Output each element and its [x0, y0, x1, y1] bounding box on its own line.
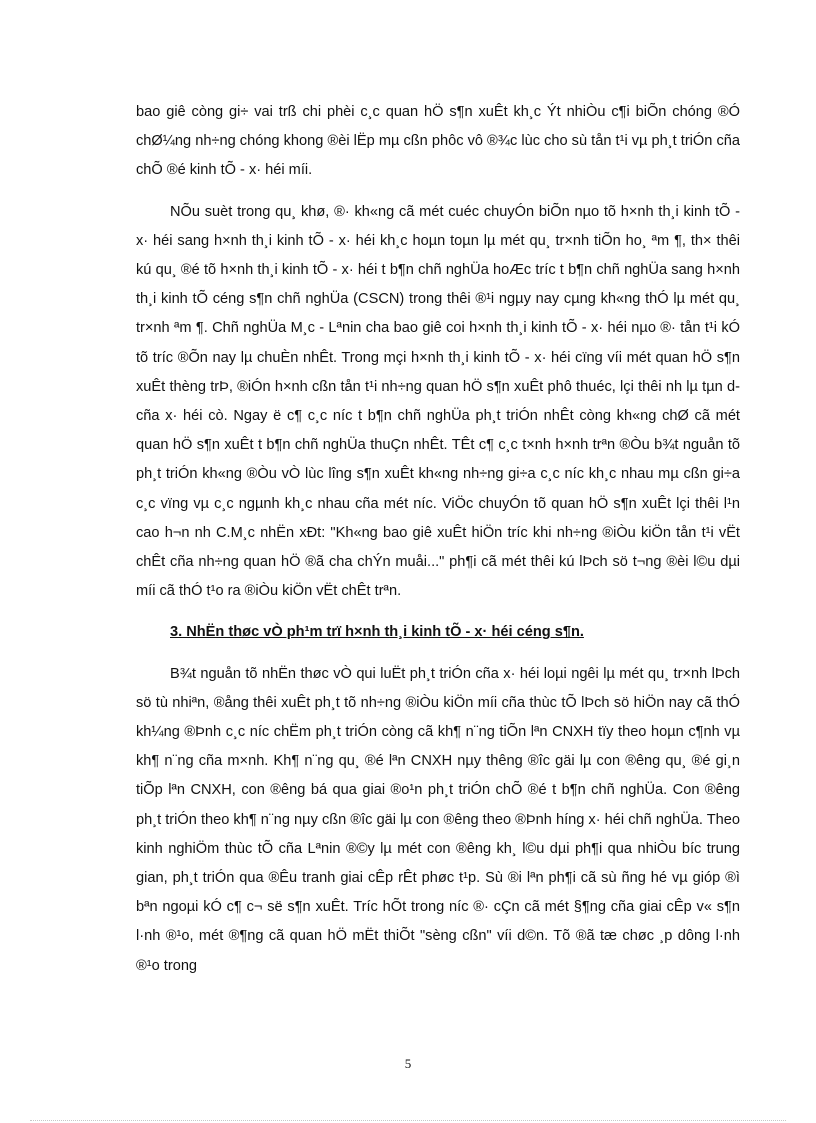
page-bottom-rule: [30, 1120, 786, 1121]
page-number: 5: [404, 1056, 412, 1071]
section-heading: 3. NhËn thøc vÒ ph¹m trï h×nh th¸i kinh tÕ - x· héi céng s¶n.: [170, 624, 584, 641]
document-body: [136, 98, 740, 981]
paragraph-3: B¾t nguån tõ nhËn thøc vÒ qui luËt ph¸t triÓn cña x· héi loµi ngêi lµ mét qu¸ tr×nh lÞch sö tù nhiªn, ®ång thêi xuÊt ph¸t tõ nh÷ng ®iÒu kiÖn míi cña thùc tÕ lÞch sö hiÖn nay cã thÓ kh¼ng ®Þnh c¸c níc chËm ph¸t triÓn còng cã kh¶ n¨ng tiÕn lªn CNXH tïy theo hoµn c¶nh vµ kh¶ n¨ng cña m×nh. Kh¶ n¨ng qu¸ ®é lªn CNXH nµy thêng ®îc gäi lµ con ®êng qu¸ ®é gi¸n tiÕp lªn CNXH, con ®êng bá qua giai ®o¹n ph¸t triÓn chÕ ®é t b¶n chñ nghÜa. Con ®êng ph¸t triÓn theo kh¶ n¨ng nµy cßn ®îc gäi lµ con ®êng theo ®Þnh híng x· héi chñ nghÜa. Theo kinh nghiÖm thùc tÕ cña Lªnin ®©y lµ mét con ®êng kh¸ l©u dµi ph¶i qua nhiÒu bíc trung gian, ph¸t triÓn qua ®Êu tranh giai cÊp rÊt phøc t¹p. Sù ®i lªn ph¶i cã sù ñng hé vµ gióp ®ì bªn ngoµi kÓ c¶ c¬ së s¶n xuÊt. Tríc hÕt trong níc ®· cÇn cã mét §¶ng cña giai cÊp v« s¶n l·nh ®¹o, mét ®¶ng cã quan hÖ mËt thiÕt "sèng cßn" víi d©n. Tõ ®ã tæ chøc ¸p dông l·nh ®¹o trong: [136, 665, 740, 974]
paragraph-2: NÕu suèt trong qu¸ khø, ®· kh«ng cã mét cuéc chuyÓn biÕn nµo tõ h×nh th¸i kinh tÕ - x· héi sang h×nh th¸i kinh tÕ - x· héi kh¸c hoµn toµn lµ mét qu¸ tr×nh tiÕn ho¸ ªm ¶, th× thêi kú qu¸ ®é tõ h×nh th¸i kinh tÕ - x· héi t b¶n chñ nghÜa hoÆc tríc t b¶n chñ nghÜa sang h×nh th¸i kinh tÕ céng s¶n chñ nghÜa (CSCN) trong thêi ®¹i ngµy nay cµng kh«ng thÓ lµ mét qu¸ tr×nh ªm ¶. Chñ nghÜa M¸c - Lªnin cha bao giê coi h×nh th¸i kinh tÕ - x· héi nµo ®· tån t¹i kÓ tõ tríc ®Õn nay lµ chuÈn nhÊt. Trong mçi h×nh th¸i kinh tÕ - x· héi cïng víi mét quan hÖ s¶n xuÊt thèng trÞ, ®iÓn h×nh cßn tån t¹i nh÷ng quan hÖ s¶n xuÊt phô thuéc, lçi thêi nh lµ tµn d cña x· héi cò. Ngay ë c¶ c¸c níc t b¶n chñ nghÜa ph¸t triÓn nhÊt còng kh«ng chØ cã mét quan hÖ s¶n xuÊt t b¶n chñ nghÜa thuÇn nhÊt. TÊt c¶ c¸c t×nh h×nh trªn ®Òu b¾t nguån tõ ph¸t triÓn kh«ng ®Òu vÒ lùc lîng s¶n xuÊt kh«ng nh÷ng gi÷a c¸c níc kh¸c nhau mµ cßn gi÷a c¸c vïng vµ c¸c ngµnh kh¸c nhau cña mét níc. ViÖc chuyÓn tõ quan hÖ s¶n xuÊt lçi thêi l¹n cao h¬n nh C.M¸c nhËn xÐt: "Kh«ng bao giê xuÊt hiÖn tríc khi nh÷ng ®iÒu kiÖn tån t¹i vËt chÊt cña nh÷ng quan hÖ ®ã cha chÝn muåi..." ph¶i cã mét thêi kú lÞch sö t¬ng ®èi l©u dµi míi cã thÓ t¹o ra ®iÒu kiÖn vËt chÊt trªn.: [136, 203, 740, 600]
paragraph-1: bao giê còng gi÷ vai trß chi phèi c¸c quan hÖ s¶n xuÊt kh¸c Ýt nhiÒu c¶i biÕn chóng ®Ó chØ¼ng nh÷ng chóng khong ®èi lËp mµ cßn phôc vô ®¾c lùc cho sù tån t¹i vµ ph¸t triÓn cña chÕ ®é kinh tÕ - x· héi míi.: [136, 104, 740, 179]
